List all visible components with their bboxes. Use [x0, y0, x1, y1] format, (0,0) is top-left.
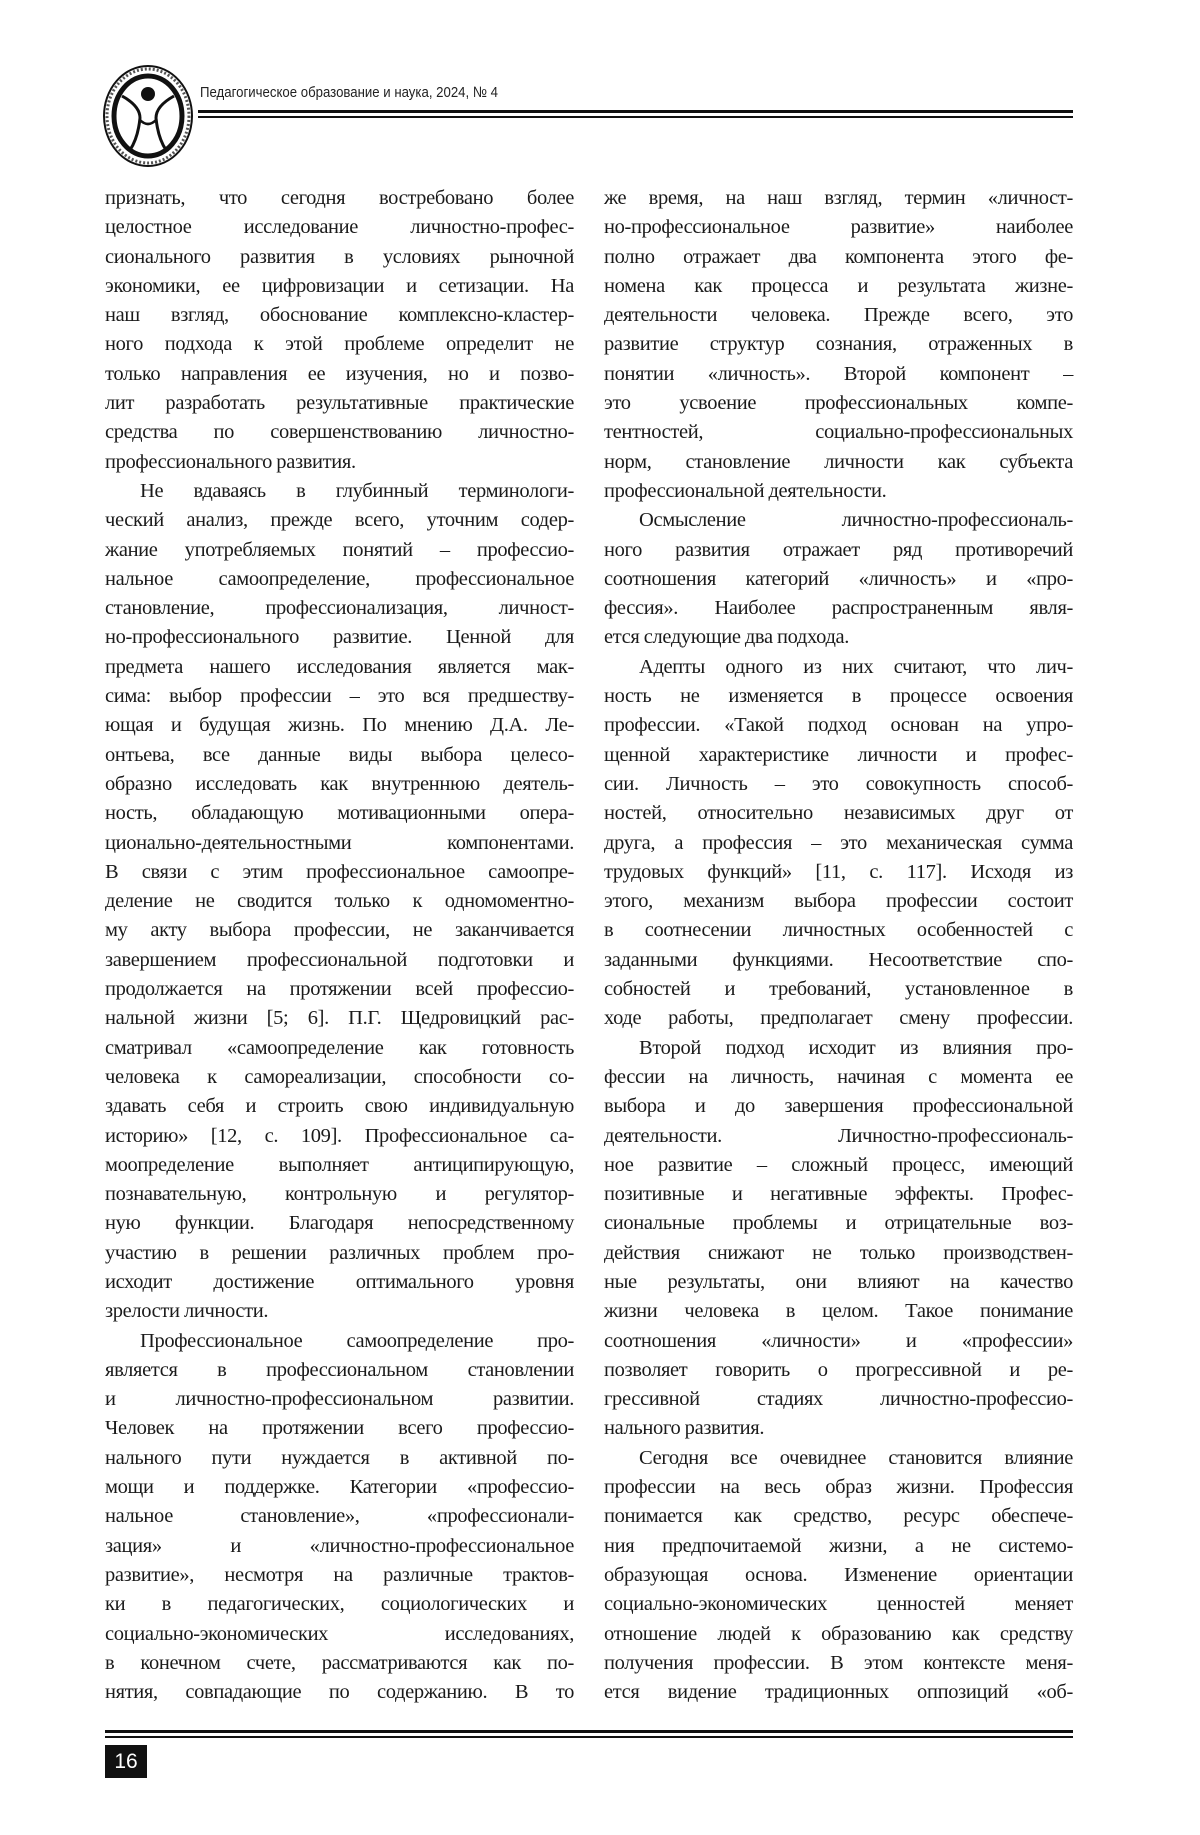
text-line: деятельности. Личностно-профессиональ-: [604, 1122, 1073, 1151]
text-line: В связи с этим профессиональное самоопре-: [105, 858, 574, 887]
text-line: ния предпочитаемой жизни, а не системо-: [604, 1532, 1073, 1561]
text-line: отношение людей к образованию как средству: [604, 1620, 1073, 1649]
text-line: но-профессионального развитие. Ценной для: [105, 623, 574, 652]
text-line: позволяет говорить о прогрессивной и ре-: [604, 1356, 1073, 1385]
text-line: только направления ее изучения, но и позво-: [105, 360, 574, 389]
text-line: образующая основа. Изменение ориентации: [604, 1561, 1073, 1590]
header-rule: [198, 116, 1073, 118]
text-line: трудовых функций» [11, с. 117]. Исходя из: [604, 858, 1073, 887]
text-line: сматривал «самоопределение как готовность: [105, 1034, 574, 1063]
text-line: ходе работы, предполагает смену профессии.: [604, 1004, 1073, 1033]
text-line: ется видение традиционных оппозиций «об-: [604, 1678, 1073, 1707]
text-line: нального развития.: [604, 1414, 1073, 1443]
header-rule: [198, 110, 1073, 113]
text-line: является в профессиональном становлении: [105, 1356, 574, 1385]
text-line: образно исследовать как внутреннюю деятель-: [105, 770, 574, 799]
text-line: ность, обладающую мотивационными опера-: [105, 799, 574, 828]
text-line: познавательную, контрольную и регулятор-: [105, 1180, 574, 1209]
text-line: этого, механизм выбора профессии состоит: [604, 887, 1073, 916]
text-line: фессии на личность, начиная с момента ее: [604, 1063, 1073, 1092]
footer-rule: [105, 1730, 1073, 1733]
text-line: деление не сводится только к одномоментно-: [105, 887, 574, 916]
text-line: целостное исследование личностно-профес-: [105, 213, 574, 242]
right-column: [604, 184, 1073, 1707]
text-line: нальное становление», «профессионали-: [105, 1502, 574, 1531]
text-line: социально-экономических исследованиях,: [105, 1620, 574, 1649]
text-line: Адепты одного из них считают, что лич-: [604, 653, 1073, 682]
text-line: средства по совершенствованию личностно-: [105, 418, 574, 447]
text-line: ное развитие – сложный процесс, имеющий: [604, 1151, 1073, 1180]
text-line: сии. Личность – это совокупность способ-: [604, 770, 1073, 799]
text-line: нального пути нуждается в активной по-: [105, 1444, 574, 1473]
text-line: становление, профессионализация, личност-: [105, 594, 574, 623]
text-line: сионального развития в условиях рыночной: [105, 243, 574, 272]
text-line: профессии. «Такой подход основан на упро-: [604, 711, 1073, 740]
text-line: ки в педагогических, социологических и: [105, 1590, 574, 1619]
text-line: нальной жизни [5; 6]. П.Г. Щедровицкий рас-: [105, 1004, 574, 1033]
text-line: наш взгляд, обоснование комплексно-кластер-: [105, 301, 574, 330]
text-line: позитивные и негативные эффекты. Профес-: [604, 1180, 1073, 1209]
text-line: продолжается на протяжении всей профессио-: [105, 975, 574, 1004]
text-line: жание употребляемых понятий – профессио-: [105, 536, 574, 565]
text-line: Человек на протяжении всего профессио-: [105, 1414, 574, 1443]
text-line: ного развития отражает ряд противоречий: [604, 536, 1073, 565]
journal-logo: [100, 62, 196, 170]
text-line: развитие структур сознания, отраженных в: [604, 330, 1073, 359]
text-line: здавать себя и строить свою индивидуальную: [105, 1092, 574, 1121]
text-line: в конечном счете, рассматриваются как по-: [105, 1649, 574, 1678]
text-line: ную функции. Благодаря непосредственному: [105, 1209, 574, 1238]
text-line: Профессиональное самоопределение про-: [105, 1327, 574, 1356]
text-line: полно отражает два компонента этого фе-: [604, 243, 1073, 272]
text-line: понимается как средство, ресурс обеспече-: [604, 1502, 1073, 1531]
text-line: собностей и требований, установленное в: [604, 975, 1073, 1004]
text-line: норм, становление личности как субъекта: [604, 448, 1073, 477]
journal-title: Педагогическое образование и наука, 2024, № 4: [200, 84, 498, 101]
text-line: мощи и поддержке. Категории «профессио-: [105, 1473, 574, 1502]
text-line: ческий анализ, прежде всего, уточним содер-: [105, 506, 574, 535]
text-line: Второй подход исходит из влияния про-: [604, 1034, 1073, 1063]
text-line: сиональные проблемы и отрицательные воз-: [604, 1209, 1073, 1238]
text-line: нятия, совпадающие по содержанию. В то: [105, 1678, 574, 1707]
text-line: грессивной стадиях личностно-профессио-: [604, 1385, 1073, 1414]
text-line: Сегодня все очевиднее становится влияние: [604, 1444, 1073, 1473]
text-line: тентностей, социально-профессиональных: [604, 418, 1073, 447]
text-line: же время, на наш взгляд, термин «личност-: [604, 184, 1073, 213]
text-line: ющая и будущая жизнь. По мнению Д.А. Ле-: [105, 711, 574, 740]
text-line: в соотнесении личностных особенностей с: [604, 916, 1073, 945]
text-line: номена как процесса и результата жизне-: [604, 272, 1073, 301]
text-line: участию в решении различных проблем про-: [105, 1239, 574, 1268]
text-line: ного подхода к этой проблеме определит не: [105, 330, 574, 359]
text-line: но-профессиональное развитие» наиболее: [604, 213, 1073, 242]
text-line: получения профессии. В этом контексте меня-: [604, 1649, 1073, 1678]
text-line: завершением профессиональной подготовки и: [105, 946, 574, 975]
text-line: ностей, относительно независимых друг от: [604, 799, 1073, 828]
text-line: друга, а профессия – это механическая сумма: [604, 829, 1073, 858]
text-line: онтьева, все данные виды выбора целесо-: [105, 741, 574, 770]
text-line: ется следующие два подхода.: [604, 623, 1073, 652]
footer-rule: [105, 1736, 1073, 1738]
text-line: признать, что сегодня востребовано более: [105, 184, 574, 213]
text-line: развитие», несмотря на различные трактов-: [105, 1561, 574, 1590]
text-line: соотношения категорий «личность» и «про-: [604, 565, 1073, 594]
text-line: это усвоение профессиональных компе-: [604, 389, 1073, 418]
text-line: историю» [12, с. 109]. Профессиональное са-: [105, 1122, 574, 1151]
text-line: му акту выбора профессии, не заканчивается: [105, 916, 574, 945]
text-line: действия снижают не только производствен-: [604, 1239, 1073, 1268]
text-line: лит разработать результативные практические: [105, 389, 574, 418]
text-line: исходит достижение оптимального уровня: [105, 1268, 574, 1297]
text-line: ные результаты, они влияют на качество: [604, 1268, 1073, 1297]
text-line: профессиональной деятельности.: [604, 477, 1073, 506]
text-line: профессионального развития.: [105, 448, 574, 477]
text-line: деятельности человека. Прежде всего, это: [604, 301, 1073, 330]
left-column: [105, 184, 574, 1707]
text-line: понятии «личность». Второй компонент –: [604, 360, 1073, 389]
text-line: соотношения «личности» и «профессии»: [604, 1327, 1073, 1356]
text-line: жизни человека в целом. Такое понимание: [604, 1297, 1073, 1326]
text-line: нальное самоопределение, профессиональное: [105, 565, 574, 594]
text-line: ность не изменяется в процессе освоения: [604, 682, 1073, 711]
text-line: ционально-деятельностными компонентами.: [105, 829, 574, 858]
text-line: Осмысление личностно-профессиональ-: [604, 506, 1073, 535]
page-number: 16: [105, 1745, 147, 1778]
text-line: и личностно-профессиональном развитии.: [105, 1385, 574, 1414]
text-line: зация» и «личностно-профессиональное: [105, 1532, 574, 1561]
text-line: заданными функциями. Несоответствие спо-: [604, 946, 1073, 975]
text-line: выбора и до завершения профессиональной: [604, 1092, 1073, 1121]
text-line: предмета нашего исследования является мак-: [105, 653, 574, 682]
text-line: человека к самореализации, способности со-: [105, 1063, 574, 1092]
text-line: щенной характеристике личности и профес-: [604, 741, 1073, 770]
text-line: профессии на весь образ жизни. Профессия: [604, 1473, 1073, 1502]
text-line: Не вдаваясь в глубинный терминологи-: [105, 477, 574, 506]
text-line: моопределение выполняет антиципирующую,: [105, 1151, 574, 1180]
text-line: фессия». Наиболее распространенным явля-: [604, 594, 1073, 623]
text-line: зрелости личности.: [105, 1297, 574, 1326]
text-line: сима: выбор профессии – это вся предшеству-: [105, 682, 574, 711]
text-line: экономики, ее цифровизации и сетизации. На: [105, 272, 574, 301]
text-line: социально-экономических ценностей меняет: [604, 1590, 1073, 1619]
